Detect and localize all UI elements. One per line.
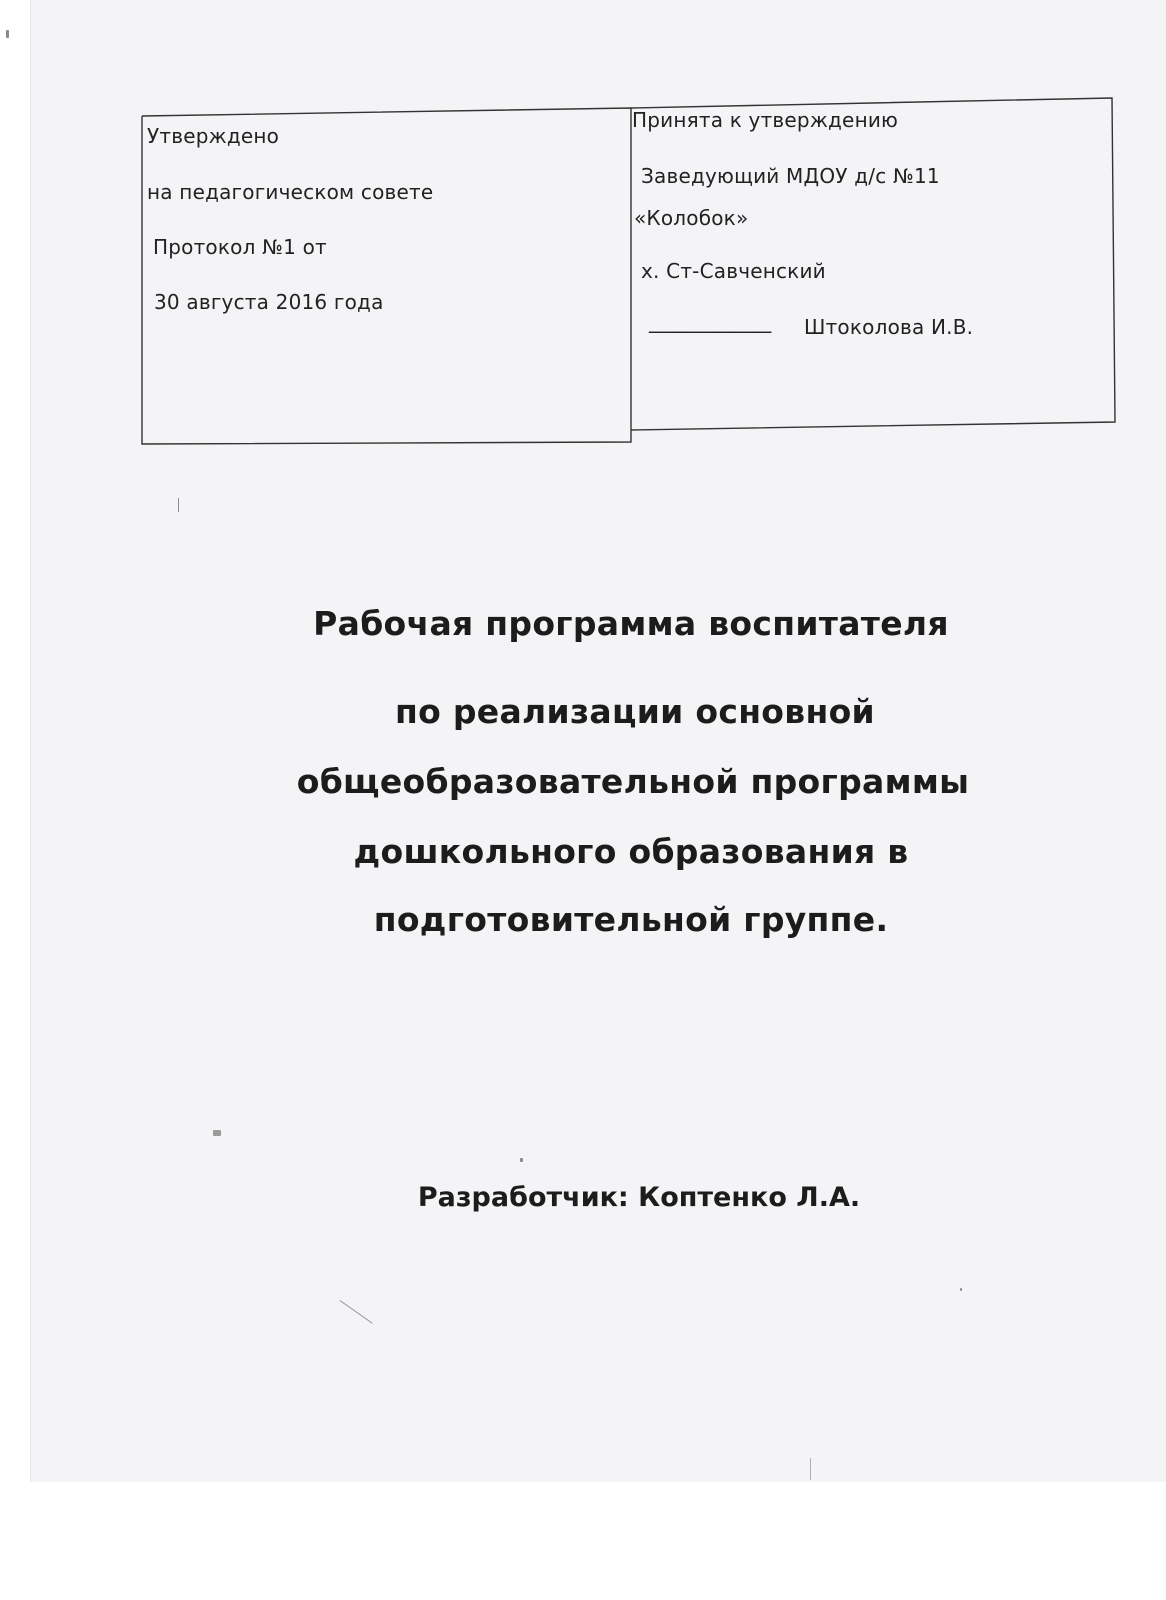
scan-speck	[6, 30, 9, 38]
scan-speck	[810, 1458, 811, 1480]
author-line: Разработчик: Коптенко Л.А.	[417, 1182, 861, 1213]
document-title-line-2: по реализации основной	[395, 692, 875, 731]
pedagogical-council-text: на педагогическом совете	[147, 180, 434, 204]
head-position: Заведующий МДОУ д/с №11	[641, 164, 940, 188]
approval-table	[141, 97, 1116, 445]
document-title-line-5: подготовительной группе.	[373, 900, 889, 939]
scan-speck	[178, 498, 179, 512]
scan-speck	[213, 1130, 221, 1136]
scan-margin	[0, 0, 30, 1600]
approved-label: Утверждено	[147, 124, 280, 148]
scan-speck	[520, 1158, 523, 1162]
settlement-name: х. Ст-Савченский	[641, 259, 826, 283]
signature-line: ____________	[649, 309, 772, 333]
kindergarten-name: «Колобок»	[634, 206, 749, 230]
document-title-line-4: дошкольного образования в	[353, 832, 909, 871]
document-title-line-3: общеобразовательной программы	[296, 762, 970, 801]
accepted-label: Принята к утверждению	[632, 108, 899, 132]
protocol-number: Протокол №1 от	[153, 235, 327, 259]
approval-table-borders	[141, 97, 1116, 445]
head-signer-name: Штоколова И.В.	[804, 315, 974, 339]
document-title-line-1: Рабочая программа воспитателя	[313, 604, 949, 643]
scan-speck	[960, 1288, 962, 1291]
protocol-date: 30 августа 2016 года	[154, 290, 384, 314]
